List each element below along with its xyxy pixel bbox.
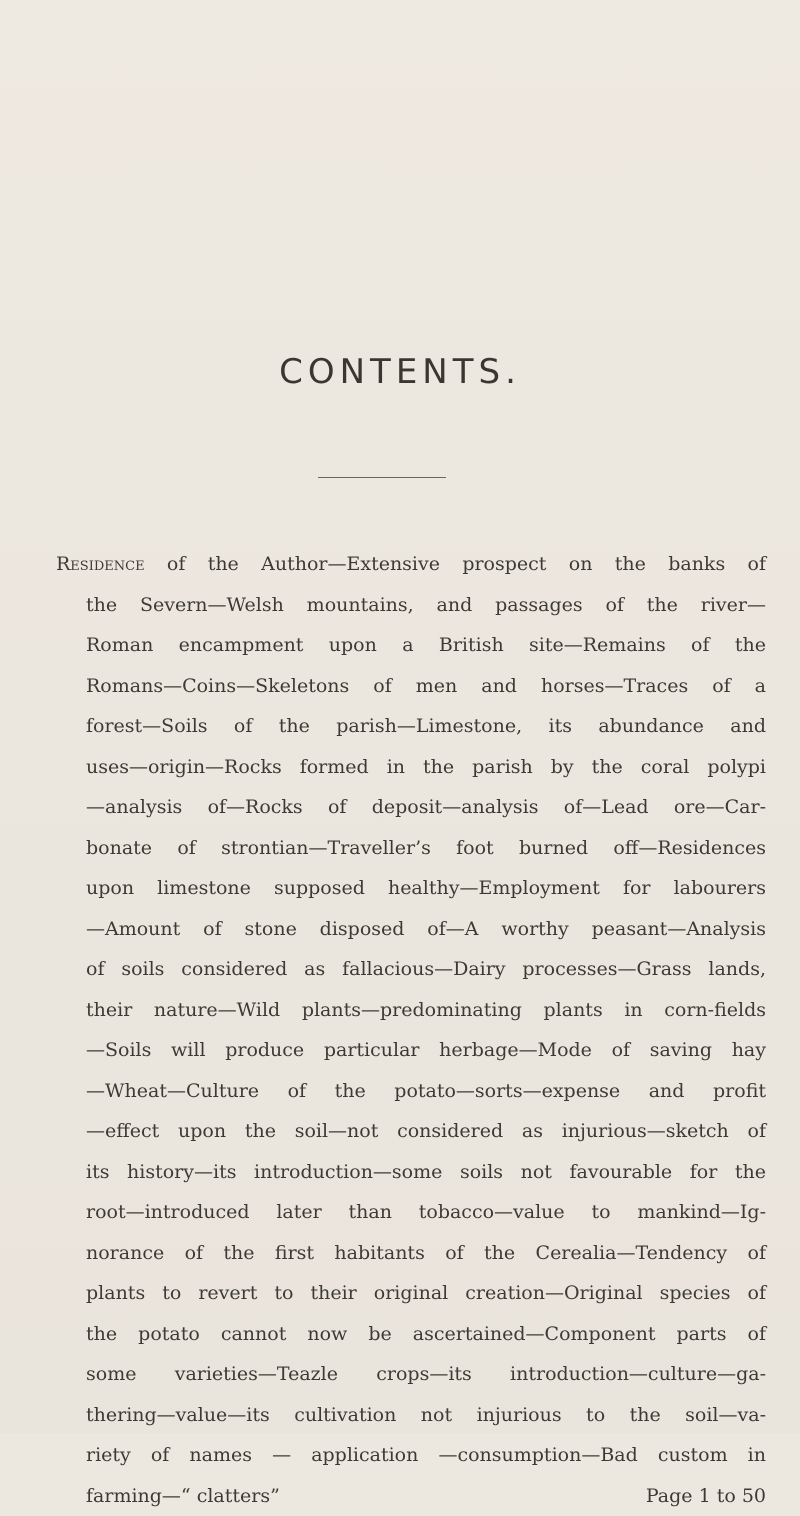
entry-line: Romans—Coins—Skeletons of men and horses—Traces of a bbox=[86, 666, 766, 707]
entry-line: its history—its introduction—some soils not favourable for the bbox=[86, 1152, 766, 1193]
entry-line: upon limestone supposed healthy—Employment for labourers bbox=[86, 868, 766, 909]
entry-line: their nature—Wild plants—predominating plants in corn-fields bbox=[86, 990, 766, 1031]
entry-line: of soils considered as fallacious—Dairy processes—Grass lands, bbox=[86, 949, 766, 990]
entry-line: the potato cannot now be ascertained—Component parts of bbox=[86, 1314, 766, 1355]
entry-line: the Severn—Welsh mountains, and passages of the river— bbox=[86, 585, 766, 626]
entry-line: thering—value—its cultivation not injurious to the soil—va- bbox=[86, 1395, 766, 1436]
entry-line: —effect upon the soil—not considered as injurious—sketch of bbox=[86, 1111, 766, 1152]
entry-line: norance of the first habitants of the Cerealia—Tendency of bbox=[86, 1233, 766, 1274]
entry-line: Residence of the Author—Extensive prospect on the banks of bbox=[56, 544, 766, 585]
entry-line: bonate of strontian—Traveller’s foot burned off—Residences bbox=[86, 828, 766, 869]
title-divider bbox=[318, 477, 446, 478]
entry-line: forest—Soils of the parish—Limestone, its abundance and bbox=[86, 706, 766, 747]
entry-line: some varieties—Teazle crops—its introduction—culture—ga- bbox=[86, 1354, 766, 1395]
entry-line: Roman encampment upon a British site—Remains of the bbox=[86, 625, 766, 666]
entry-line: —Soils will produce particular herbage—Mode of saving hay bbox=[86, 1030, 766, 1071]
entry-line: uses—origin—Rocks formed in the parish by the coral polypi bbox=[86, 747, 766, 788]
entry-line: riety of names — application —consumption—Bad custom in bbox=[86, 1435, 766, 1476]
entry-line: —Wheat—Culture of the potato—sorts—expense and profit bbox=[86, 1071, 766, 1112]
entry-line: —analysis of—Rocks of deposit—analysis of—Lead ore—Car- bbox=[86, 787, 766, 828]
entry-line: farming—“ clatters” Page 1 to 50 bbox=[86, 1476, 766, 1516]
entry-line: root—introduced later than tobacco—value to mankind—Ig- bbox=[86, 1192, 766, 1233]
page-title: CONTENTS. bbox=[0, 352, 800, 392]
page-reference: Page 1 to 50 bbox=[646, 1476, 766, 1516]
entry-lead-word: Residence bbox=[56, 553, 145, 575]
contents-entry bbox=[86, 544, 766, 1516]
entry-line: plants to revert to their original creation—Original species of bbox=[86, 1273, 766, 1314]
entry-line: —Amount of stone disposed of—A worthy peasant—Analysis bbox=[86, 909, 766, 950]
